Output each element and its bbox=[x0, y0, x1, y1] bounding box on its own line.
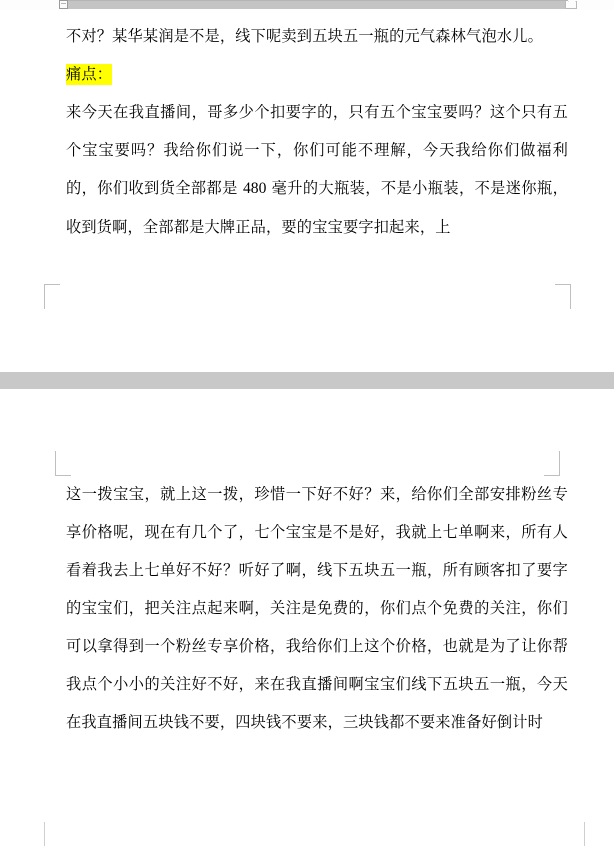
left-indent-marker-icon[interactable] bbox=[59, 0, 68, 9]
paragraph-p1-3[interactable] bbox=[66, 93, 568, 246]
right-indent-marker-icon[interactable] bbox=[565, 1, 577, 8]
page-separator-band bbox=[0, 372, 614, 389]
inline-number-480: 480 bbox=[242, 180, 267, 197]
ruler-track[interactable] bbox=[66, 0, 568, 9]
page-1-margin-mark-bottom-left bbox=[44, 284, 60, 309]
paragraph-text-after-number: 毫升的大瓶装，不是小瓶装，不是迷你瓶，收到货啊，全部都是大牌正品，要的宝宝要字扣起来，上 bbox=[66, 179, 569, 236]
page-2-text-body[interactable] bbox=[66, 475, 568, 741]
paragraph-p2-1[interactable] bbox=[66, 475, 568, 741]
ruler-left-gutter bbox=[0, 0, 66, 10]
highlighted-text: 痛点： bbox=[66, 65, 113, 83]
paragraph-text: 不对？某华某润是不是，线下呢卖到五块五一瓶的元气森林气泡水儿。 bbox=[66, 27, 544, 45]
page-2-margin-mark-bottom-right bbox=[569, 822, 585, 846]
document-page-1 bbox=[0, 11, 614, 372]
horizontal-ruler[interactable] bbox=[0, 0, 614, 11]
document-page-2 bbox=[0, 389, 614, 846]
page-1-margin-mark-bottom-right bbox=[555, 284, 571, 309]
paragraph-text: 这一拨宝宝，就上这一拨，珍惜一下好不好？来，给你们全部安排粉丝专享价格呢，现在有几个了，七个宝宝是不是好，我就上七单啊来，所有人看着我去上七单好不好？听好了啊，线下五块五一瓶，所有顾客扣了要字的宝宝们，把关注点起来啊，关注是免费的，你们点个免费的关注，你们可以拿得到一个粉丝专享价格，我给你们上这个价格，也就是为了让你帮我点个小小的关注好不好，来在我直播间啊宝宝们线下五块五一瓶，今天在我直播间五块钱不要，四块钱不要来，三块钱都不要来准备好倒计时 bbox=[66, 485, 568, 731]
page-1-text-body[interactable] bbox=[66, 17, 568, 246]
paragraph-p1-1[interactable] bbox=[66, 17, 568, 55]
paragraph-text-before-number: 来今天在我直播间，哥多少个扣要字的，只有五个宝宝要吗？这个只有五个宝宝要吗？我给你们说一下，你们可能不理解，今天我给你们做福利的，你们收到货全部都是 bbox=[66, 103, 568, 197]
paragraph-p1-2-heading[interactable] bbox=[66, 55, 568, 93]
page-2-margin-mark-top-left bbox=[55, 451, 71, 476]
page-2-margin-mark-top-right bbox=[544, 451, 560, 476]
page-2-margin-mark-bottom-left bbox=[44, 822, 60, 846]
